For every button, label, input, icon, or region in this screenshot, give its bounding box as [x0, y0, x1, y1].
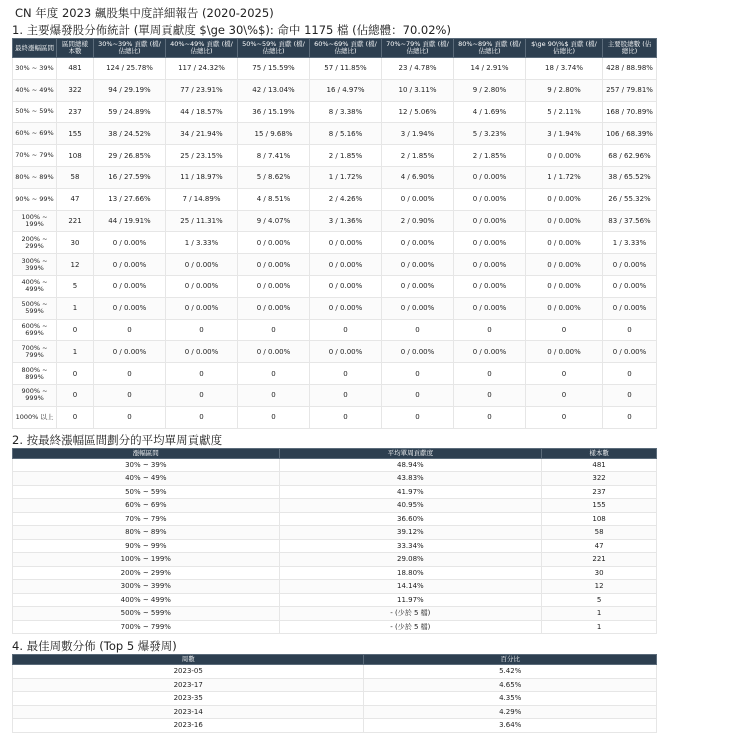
table-cell: 237 [57, 101, 94, 123]
table-cell: 155 [542, 499, 657, 513]
table-cell: 155 [57, 123, 94, 145]
table-cell: 13 / 27.66% [94, 188, 166, 210]
table-cell: 75 / 15.59% [238, 58, 310, 80]
report-title: CN 年度 2023 飆股集中度詳細報告 (2020-2025) [15, 6, 274, 20]
row-label-cell: 80% ~ 89% [13, 526, 280, 540]
table-cell: 42 / 13.04% [238, 79, 310, 101]
table-cell: 29 / 26.85% [94, 145, 166, 167]
week-header-row [13, 655, 657, 665]
row-label-cell: 700% ~ 799% [13, 341, 57, 363]
table-cell: 1 [57, 341, 94, 363]
table-cell: 23 / 4.78% [382, 58, 454, 80]
table-cell: 0 [94, 406, 166, 428]
table-cell: 94 / 29.19% [94, 79, 166, 101]
table-cell: 0 [603, 363, 657, 385]
table-cell: 0 [310, 406, 382, 428]
table-cell: 124 / 25.78% [94, 58, 166, 80]
table-cell: 0 [526, 384, 603, 406]
table-cell: 0 / 0.00% [94, 232, 166, 254]
table-cell: 12 / 5.06% [382, 101, 454, 123]
table-cell: 0 / 0.00% [526, 297, 603, 319]
table-cell: 0 / 0.00% [94, 297, 166, 319]
table-cell: 0 / 0.00% [382, 341, 454, 363]
table-cell: 428 / 88.98% [603, 58, 657, 80]
table-cell: 0 [57, 384, 94, 406]
table-row [13, 593, 657, 607]
table-cell: 0 [94, 363, 166, 385]
table-cell: 0 / 0.00% [603, 254, 657, 276]
table-cell: 5 / 2.11% [526, 101, 603, 123]
table-cell: 0 [238, 406, 310, 428]
row-label-cell: 800% ~ 899% [13, 363, 57, 385]
table-cell: 1 / 3.33% [166, 232, 238, 254]
table-cell: 1 [542, 607, 657, 621]
avg-body [13, 458, 657, 634]
table-cell: 2 / 1.85% [310, 145, 382, 167]
column-header: 50%~59% 貢獻 (檔/佔總比) [238, 39, 310, 58]
row-label-cell: 1000% 以上 [13, 406, 57, 428]
table-cell: 0 / 0.00% [526, 210, 603, 232]
table-row [13, 145, 657, 167]
table-cell: 168 / 70.89% [603, 101, 657, 123]
table-cell: 0 / 0.00% [310, 275, 382, 297]
table-cell: 481 [542, 458, 657, 472]
table-row [13, 705, 657, 719]
table-cell: 4 / 8.51% [238, 188, 310, 210]
table-cell: 41.97% [279, 485, 542, 499]
table-cell: 38 / 65.52% [603, 166, 657, 188]
table-cell: 237 [542, 485, 657, 499]
row-label-cell: 500% ~ 599% [13, 607, 280, 621]
table-row [13, 526, 657, 540]
distribution-header-row [13, 39, 657, 58]
table-cell: 59 / 24.89% [94, 101, 166, 123]
row-label-cell: 700% ~ 799% [13, 620, 280, 634]
table-cell: 0 / 0.00% [526, 341, 603, 363]
table-cell: 106 / 68.39% [603, 123, 657, 145]
table-cell: 8 / 7.41% [238, 145, 310, 167]
table-cell: 58 [542, 526, 657, 540]
table-cell: 221 [57, 210, 94, 232]
table-cell: 1 / 3.33% [603, 232, 657, 254]
table-row [13, 319, 657, 341]
table-cell: 11 / 18.97% [166, 166, 238, 188]
table-cell: 25 / 23.15% [166, 145, 238, 167]
table-cell: 9 / 4.07% [238, 210, 310, 232]
table-cell: 0 [454, 319, 526, 341]
column-header: 80%~89% 貢獻 (檔/佔總比) [454, 39, 526, 58]
table-cell: 0 [166, 406, 238, 428]
table-cell: 0 / 0.00% [166, 254, 238, 276]
table-cell: 30 [542, 566, 657, 580]
table-cell: 0 / 0.00% [238, 341, 310, 363]
table-cell: 108 [57, 145, 94, 167]
table-cell: 10 / 3.11% [382, 79, 454, 101]
table-cell: 5 [57, 275, 94, 297]
table-cell: 1 [542, 620, 657, 634]
row-label-cell: 400% ~ 499% [13, 593, 280, 607]
table-cell: 0 / 0.00% [94, 341, 166, 363]
table-cell: 0 / 0.00% [454, 166, 526, 188]
row-label-cell: 100% ~ 199% [13, 553, 280, 567]
table-cell: 4.29% [364, 705, 657, 719]
table-cell: 0 [454, 406, 526, 428]
table-row [13, 620, 657, 634]
table-cell: 0 [382, 319, 454, 341]
table-row [13, 210, 657, 232]
table-cell: 2 / 0.90% [382, 210, 454, 232]
table-cell: 0 [310, 384, 382, 406]
row-label-cell: 2023-35 [13, 692, 364, 706]
row-label-cell: 2023-16 [13, 719, 364, 733]
table-cell: 0 / 0.00% [238, 232, 310, 254]
table-cell: 0 / 0.00% [454, 341, 526, 363]
row-label-cell: 40% ~ 49% [13, 472, 280, 486]
table-cell: 0 [526, 319, 603, 341]
distribution-body [13, 58, 657, 429]
row-label-cell: 100% ~ 199% [13, 210, 57, 232]
table-cell: 18 / 3.74% [526, 58, 603, 80]
table-cell: 0 / 0.00% [238, 275, 310, 297]
table-cell: 0 / 0.00% [166, 341, 238, 363]
table-cell: 0 / 0.00% [238, 254, 310, 276]
table-row [13, 275, 657, 297]
table-cell: 36 / 15.19% [238, 101, 310, 123]
table-cell: 322 [57, 79, 94, 101]
table-cell: 7 / 14.89% [166, 188, 238, 210]
table-cell: 14.14% [279, 580, 542, 594]
table-cell: 0 [526, 363, 603, 385]
table-cell: 4 / 1.69% [454, 101, 526, 123]
table-cell: 15 / 9.68% [238, 123, 310, 145]
table-cell: 18.80% [279, 566, 542, 580]
table-cell: 257 / 79.81% [603, 79, 657, 101]
table-cell: 34 / 21.94% [166, 123, 238, 145]
section-3-title: 4. 最佳周數分佈 (Top 5 爆發周) [12, 639, 177, 654]
table-row [13, 254, 657, 276]
table-cell: - (少於 5 檔) [279, 607, 542, 621]
table-cell: 8 / 5.16% [310, 123, 382, 145]
table-cell: 11.97% [279, 593, 542, 607]
table-cell: 8 / 3.38% [310, 101, 382, 123]
column-header: 60%~69% 貢獻 (檔/佔總比) [310, 39, 382, 58]
column-header: 最終漲幅區間 [13, 39, 57, 58]
table-cell: 0 [94, 319, 166, 341]
table-cell: 44 / 19.91% [94, 210, 166, 232]
table-cell: 0 / 0.00% [526, 275, 603, 297]
table-cell: 0 / 0.00% [454, 254, 526, 276]
distribution-table [12, 38, 657, 429]
table-row [13, 232, 657, 254]
table-row [13, 166, 657, 188]
table-row [13, 485, 657, 499]
table-row [13, 692, 657, 706]
table-cell: 0 [166, 319, 238, 341]
table-cell: 0 [382, 406, 454, 428]
table-cell: 0 / 0.00% [526, 188, 603, 210]
row-label-cell: 50% ~ 59% [13, 485, 280, 499]
row-label-cell: 40% ~ 49% [13, 79, 57, 101]
column-header: 平均單周貢獻度 [279, 448, 542, 458]
table-cell: 0 / 0.00% [310, 254, 382, 276]
table-row [13, 123, 657, 145]
column-header: 主要股總數 (佔總比) [603, 39, 657, 58]
table-cell: 0 [238, 384, 310, 406]
table-row [13, 58, 657, 80]
table-cell: 25 / 11.31% [166, 210, 238, 232]
row-label-cell: 80% ~ 89% [13, 166, 57, 188]
table-cell: 40.95% [279, 499, 542, 513]
table-cell: 0 / 0.00% [454, 232, 526, 254]
row-label-cell: 30% ~ 39% [13, 458, 280, 472]
column-header: 30%~39% 貢獻 (檔/佔總比) [94, 39, 166, 58]
row-label-cell: 90% ~ 99% [13, 188, 57, 210]
table-row [13, 512, 657, 526]
table-row [13, 297, 657, 319]
table-cell: 0 [166, 384, 238, 406]
row-label-cell: 30% ~ 39% [13, 58, 57, 80]
table-cell: 0 / 0.00% [603, 275, 657, 297]
table-cell: 0 / 0.00% [382, 275, 454, 297]
table-cell: 0 [454, 363, 526, 385]
table-cell: 0 / 0.00% [382, 232, 454, 254]
section-2-title: 2. 按最終漲幅區間劃分的平均單周貢獻度 [12, 432, 223, 447]
table-cell: 0 [603, 319, 657, 341]
table-cell: 0 / 0.00% [454, 188, 526, 210]
row-label-cell: 50% ~ 59% [13, 101, 57, 123]
table-cell: 16 / 4.97% [310, 79, 382, 101]
table-cell: 43.83% [279, 472, 542, 486]
column-header: 樣本數 [542, 448, 657, 458]
table-cell: 0 / 0.00% [310, 232, 382, 254]
table-cell: 0 [94, 384, 166, 406]
row-label-cell: 90% ~ 99% [13, 539, 280, 553]
table-cell: 1 / 1.72% [526, 166, 603, 188]
table-cell: 4.35% [364, 692, 657, 706]
table-cell: 0 / 0.00% [382, 254, 454, 276]
table-cell: 39.12% [279, 526, 542, 540]
table-cell: 0 [603, 406, 657, 428]
table-cell: 77 / 23.91% [166, 79, 238, 101]
table-row [13, 665, 657, 679]
table-cell: 0 / 0.00% [526, 254, 603, 276]
table-cell: 0 / 0.00% [94, 275, 166, 297]
table-cell: 48.94% [279, 458, 542, 472]
table-cell: 4 / 6.90% [382, 166, 454, 188]
table-cell: 221 [542, 553, 657, 567]
table-cell: 0 [526, 406, 603, 428]
table-row [13, 553, 657, 567]
table-row [13, 499, 657, 513]
row-label-cell: 70% ~ 79% [13, 145, 57, 167]
table-cell: 3 / 1.94% [382, 123, 454, 145]
table-cell: 0 [310, 319, 382, 341]
table-cell: 0 / 0.00% [454, 210, 526, 232]
table-row [13, 719, 657, 733]
row-label-cell: 600% ~ 699% [13, 319, 57, 341]
table-cell: 2 / 1.85% [382, 145, 454, 167]
table-cell: 38 / 24.52% [94, 123, 166, 145]
table-cell: 0 [454, 384, 526, 406]
column-header: 漲幅區間 [13, 448, 280, 458]
table-cell: 26 / 55.32% [603, 188, 657, 210]
column-header: 百分比 [364, 655, 657, 665]
table-cell: 14 / 2.91% [454, 58, 526, 80]
table-row [13, 341, 657, 363]
table-cell: 0 [310, 363, 382, 385]
table-cell: 4.65% [364, 678, 657, 692]
table-cell: 322 [542, 472, 657, 486]
row-label-cell: 2023-14 [13, 705, 364, 719]
week-body [13, 665, 657, 733]
table-cell: 0 [166, 363, 238, 385]
row-label-cell: 70% ~ 79% [13, 512, 280, 526]
table-row [13, 472, 657, 486]
table-cell: 481 [57, 58, 94, 80]
table-cell: 0 / 0.00% [94, 254, 166, 276]
table-cell: 0 / 0.00% [454, 275, 526, 297]
column-header: $\ge 90\%$ 貢獻 (檔/佔總比) [526, 39, 603, 58]
best-week-table [12, 654, 657, 733]
row-label-cell: 300% ~ 399% [13, 254, 57, 276]
table-cell: 12 [57, 254, 94, 276]
table-cell: 0 [57, 406, 94, 428]
table-cell: 1 / 1.72% [310, 166, 382, 188]
table-row [13, 678, 657, 692]
table-cell: 3.64% [364, 719, 657, 733]
table-cell: 117 / 24.32% [166, 58, 238, 80]
section-1-title: 1. 主要爆發股分佈統計 (單周貢獻度 $\ge 30\%$): 命中 1175 檔 (佔總體：70.02%) [12, 23, 451, 37]
table-cell: 0 [382, 363, 454, 385]
table-cell: 0 / 0.00% [603, 297, 657, 319]
table-cell: 0 / 0.00% [382, 188, 454, 210]
table-cell: - (少於 5 檔) [279, 620, 542, 634]
row-label-cell: 2023-17 [13, 678, 364, 692]
row-label-cell: 400% ~ 499% [13, 275, 57, 297]
table-cell: 0 [57, 363, 94, 385]
table-row [13, 79, 657, 101]
table-cell: 0 / 0.00% [382, 297, 454, 319]
table-cell: 58 [57, 166, 94, 188]
row-label-cell: 500% ~ 599% [13, 297, 57, 319]
table-cell: 0 / 0.00% [454, 297, 526, 319]
table-row [13, 566, 657, 580]
column-header: 40%~49% 貢獻 (檔/佔總比) [166, 39, 238, 58]
table-cell: 0 / 0.00% [310, 297, 382, 319]
table-cell: 83 / 37.56% [603, 210, 657, 232]
avg-contribution-table [12, 448, 657, 635]
row-label-cell: 200% ~ 299% [13, 566, 280, 580]
table-cell: 5 [542, 593, 657, 607]
table-cell: 47 [57, 188, 94, 210]
table-cell: 0 [238, 319, 310, 341]
table-cell: 0 [382, 384, 454, 406]
table-cell: 0 / 0.00% [526, 145, 603, 167]
row-label-cell: 2023-05 [13, 665, 364, 679]
row-label-cell: 900% ~ 999% [13, 384, 57, 406]
table-row [13, 539, 657, 553]
table-row [13, 363, 657, 385]
column-header: 區間總樣本數 [57, 39, 94, 58]
table-cell: 5 / 8.62% [238, 166, 310, 188]
table-cell: 0 / 0.00% [603, 341, 657, 363]
table-cell: 0 / 0.00% [526, 232, 603, 254]
table-row [13, 458, 657, 472]
table-cell: 2 / 1.85% [454, 145, 526, 167]
table-cell: 0 / 0.00% [166, 275, 238, 297]
table-cell: 0 [57, 319, 94, 341]
table-cell: 16 / 27.59% [94, 166, 166, 188]
table-row [13, 188, 657, 210]
table-cell: 0 / 0.00% [310, 341, 382, 363]
table-cell: 68 / 62.96% [603, 145, 657, 167]
row-label-cell: 60% ~ 69% [13, 123, 57, 145]
table-cell: 1 [57, 297, 94, 319]
table-cell: 5 / 3.23% [454, 123, 526, 145]
table-row [13, 580, 657, 594]
table-cell: 0 [238, 363, 310, 385]
avg-header-row [13, 448, 657, 458]
table-cell: 108 [542, 512, 657, 526]
row-label-cell: 60% ~ 69% [13, 499, 280, 513]
table-cell: 5.42% [364, 665, 657, 679]
row-label-cell: 300% ~ 399% [13, 580, 280, 594]
table-cell: 29.08% [279, 553, 542, 567]
table-cell: 9 / 2.80% [526, 79, 603, 101]
table-cell: 0 [603, 384, 657, 406]
table-cell: 36.60% [279, 512, 542, 526]
row-label-cell: 200% ~ 299% [13, 232, 57, 254]
table-cell: 47 [542, 539, 657, 553]
table-cell: 12 [542, 580, 657, 594]
table-cell: 57 / 11.85% [310, 58, 382, 80]
table-row [13, 101, 657, 123]
table-cell: 30 [57, 232, 94, 254]
table-row [13, 406, 657, 428]
table-row [13, 384, 657, 406]
table-cell: 9 / 2.80% [454, 79, 526, 101]
table-row [13, 607, 657, 621]
table-cell: 0 / 0.00% [166, 297, 238, 319]
table-cell: 44 / 18.57% [166, 101, 238, 123]
column-header: 70%~79% 貢獻 (檔/佔總比) [382, 39, 454, 58]
table-cell: 3 / 1.36% [310, 210, 382, 232]
table-cell: 0 / 0.00% [238, 297, 310, 319]
table-cell: 3 / 1.94% [526, 123, 603, 145]
table-cell: 33.34% [279, 539, 542, 553]
table-cell: 2 / 4.26% [310, 188, 382, 210]
column-header: 周數 [13, 655, 364, 665]
